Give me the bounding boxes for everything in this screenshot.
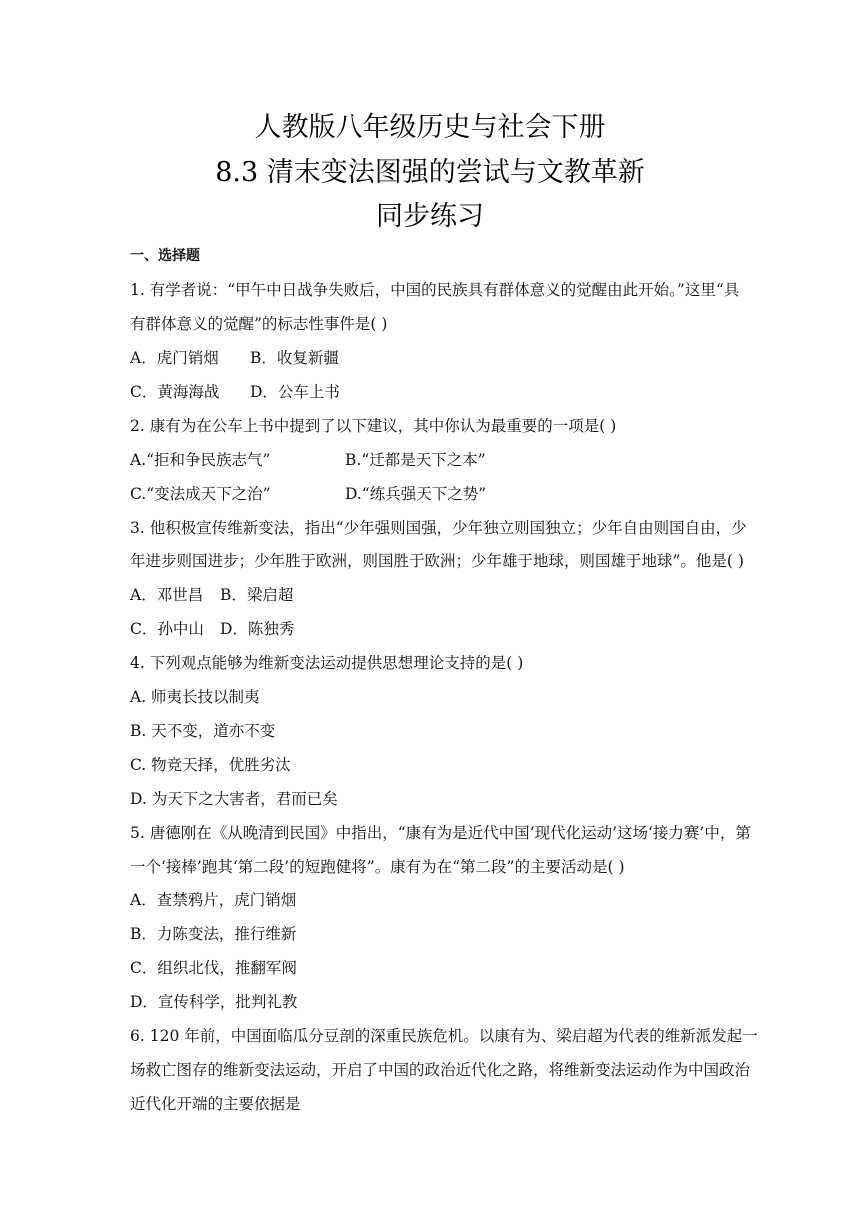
- question-1-option-c: C．黄海海战: [130, 383, 220, 401]
- question-6-line-2: 场救亡图存的维新变法运动，开启了中国的政治近代化之路，将维新变法运动作为中国政治: [130, 1061, 751, 1079]
- question-5-option-c: C．组织北伐，推翻军阀: [130, 959, 297, 977]
- question-5-option-d: D．宣传科学，批判礼教: [130, 993, 298, 1011]
- question-4-line-1: 4. 下列观点能够为维新变法运动提供思想理论支持的是( ): [130, 654, 524, 672]
- question-5-line-2: 一个‘接棒’跑其‘第二段’的短跑健将”。康有为在“第二段”的主要活动是( ): [130, 858, 625, 876]
- question-2-option-b: B.“迁都是天下之本”: [345, 451, 486, 469]
- question-3-option-a: A．邓世昌: [130, 586, 204, 604]
- question-3-option-b: B．梁启超: [220, 586, 294, 604]
- question-4-option-a: A. 师夷长技以制夷: [130, 688, 260, 706]
- question-6-line-3: 近代化开端的主要依据是: [130, 1095, 301, 1113]
- question-1-option-d: D．公车上书: [250, 383, 340, 401]
- question-6-line-1: 6. 120 年前，中国面临瓜分豆剖的深重民族危机。以康有为、梁启超为代表的维新派发起一: [130, 1027, 758, 1045]
- question-4-option-b: B. 天不变，道亦不变: [130, 722, 276, 740]
- document-title: 人教版八年级历史与社会下册: [254, 112, 606, 143]
- question-4-option-c: C. 物竞天择，优胜劣汰: [130, 756, 291, 774]
- exercise-title: 同步练习: [376, 201, 484, 232]
- question-3-option-c: C．孙中山: [130, 620, 204, 638]
- question-3-line-2: 年进步则国进步；少年胜于欧洲，则国胜于欧洲；少年雄于地球，则国雄于地球”。他是( ): [130, 552, 744, 570]
- question-2-option-c: C.“变法成天下之治”: [130, 485, 271, 503]
- lesson-title: 8.3 清末变法图强的尝试与文教革新: [215, 157, 645, 188]
- question-2-option-a: A.“拒和争民族志气”: [130, 451, 271, 469]
- question-1-option-b: B．收复新疆: [250, 349, 339, 367]
- question-5-line-1: 5. 唐德刚在《从晚清到民国》中指出，“康有为是近代中国‘现代化运动’这场‘接力赛’中，第: [130, 824, 751, 842]
- question-1-option-a: A．虎门销烟: [130, 349, 219, 367]
- question-4-option-d: D. 为天下之大害者，君而已矣: [130, 790, 338, 808]
- question-5-option-a: A．查禁鸦片，虎门销烟: [130, 891, 297, 909]
- question-2-option-d: D.“练兵强天下之势”: [345, 485, 487, 503]
- question-3-option-d: D．陈独秀: [220, 620, 295, 638]
- section-heading: 一、选择题: [130, 248, 200, 264]
- question-1-line-2: 有群体意义的觉醒”的标志性事件是( ): [130, 315, 388, 333]
- question-2-line-1: 2. 康有为在公车上书中提到了以下建议，其中你认为最重要的一项是( ): [130, 417, 617, 435]
- question-1-line-1: 1. 有学者说：“甲午中日战争失败后，中国的民族具有群体意义的觉醒由此开始。”这里“具: [130, 281, 740, 299]
- question-5-option-b: B．力陈变法，推行维新: [130, 925, 297, 943]
- question-3-line-1: 3. 他积极宣传维新变法，指出“少年强则国强，少年独立则国独立；少年自由则国自由，少: [130, 519, 747, 537]
